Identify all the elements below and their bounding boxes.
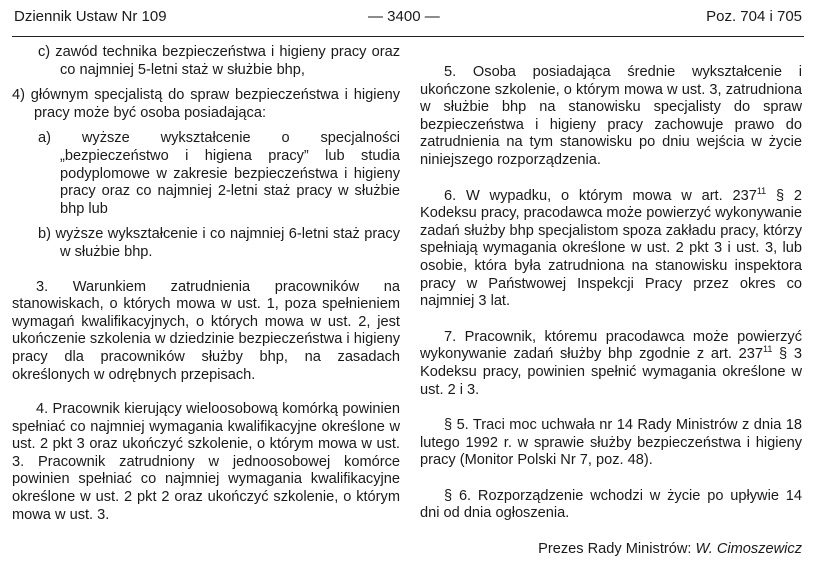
- paragraph-6-end: § 2 Kodeksu pracy, pracodawca może powierzyć wykonywanie zadań służby bhp specjalistom spoza zakładu pracy, którzy spełniają wymagania określone w ust. 2 pkt 3 i ust. 3, lub osobie, która była zatrudniona na stanowisku inspektora pracy w Państwowej Inspekcji Pracy przez okres co najmniej 3 lat.: [420, 187, 802, 310]
- header-rule: [12, 36, 804, 37]
- item-4a: a) wyższe wykształcenie o specjalności „bezpieczeństwo i higiena pracy” lub studia podyplomowe w zakresie bezpieczeństwa i higieny pracy oraz co najmniej 2-letni staż pracy w służbie bhp lub: [38, 130, 400, 217]
- section-6: § 6. Rozporządzenie wchodzi w życie po upływie 14 dni od dnia ogłoszenia.: [420, 487, 802, 522]
- article-superscript: 11: [763, 344, 773, 355]
- right-column: [420, 44, 802, 559]
- item-c: c) zawód technika bezpieczeństwa i higieny pracy oraz co najmniej 5-letni staż w służbie bhp,: [38, 44, 400, 78]
- signature-title: Prezes Rady Ministrów:: [538, 541, 696, 558]
- item-4: 4) głównym specjalistą do spraw bezpieczeństwa i higieny pracy może być osoba posiadająca:: [12, 87, 400, 121]
- position-reference: Poz. 704 i 705: [706, 8, 802, 25]
- signature-name: W. Cimoszewicz: [695, 541, 802, 558]
- paragraph-7: [420, 329, 802, 399]
- paragraph-6-start: 6. W wypadku, o którym mowa w art. 237: [444, 187, 757, 204]
- paragraph-3: 3. Warunkiem zatrudnienia pracowników na stanowiskach, o których mowa w ust. 1, poza spełnieniem wymagań kwalifikacyjnych, o których mowa w ust. 2, jest ukończenie szkolenia w dziedzinie bezpieczeństwa i higieny pracy dla pracowników służby bhp, na zasadach określonych w odrębnych przepisach.: [12, 278, 400, 383]
- left-column: [12, 44, 400, 524]
- item-4b: b) wyższe wykształcenie i co najmniej 6-letni staż pracy w służbie bhp.: [38, 226, 400, 260]
- paragraph-5: 5. Osoba posiadająca średnie wykształcenie i ukończone szkolenie, o którym mowa w ust. 3, zatrudniona w służbie bhp na stanowisku specjalisty do spraw bezpieczeństwa i higieny pracy zachowuje prawo do zatrudnienia na tym stanowisku po dniu wejścia w życie niniejszego rozporządzenia.: [420, 64, 802, 168]
- page-number: — 3400 —: [368, 8, 440, 25]
- paragraph-4: 4. Pracownik kierujący wieloosobową komórką powinien spełniać co najmniej wymagania kwalifikacyjne określone w ust. 2 pkt 3 oraz ukończyć szkolenie, o którym mowa w ust. 3. Pracownik zatrudniony w jednoosobowej komórce powinien spełniać co najmniej wymagania kwalifikacyjne określone w ust. 2 pkt 2 oraz ukończyć szkolenie, o którym mowa w ust. 3.: [12, 401, 400, 523]
- page-header: [0, 0, 816, 40]
- section-5: § 5. Traci moc uchwała nr 14 Rady Ministrów z dnia 18 lutego 1992 r. w sprawie służby bezpieczeństwa i higieny pracy (Monitor Polski Nr 7, poz. 48).: [420, 417, 802, 469]
- signature: [420, 541, 802, 559]
- paragraph-7-end: § 3 Kodeksu pracy, powinien spełnić wymagania określone w ust. 2 i 3.: [420, 346, 802, 398]
- paragraph-6: [420, 185, 802, 311]
- article-superscript: 11: [756, 185, 767, 196]
- paragraph-7-start: 7. Pracownik, któremu pracodawca może powierzyć wykonywanie zadań służby bhp zgodnie z art. 237: [420, 328, 802, 363]
- journal-title: Dziennik Ustaw Nr 109: [14, 8, 167, 25]
